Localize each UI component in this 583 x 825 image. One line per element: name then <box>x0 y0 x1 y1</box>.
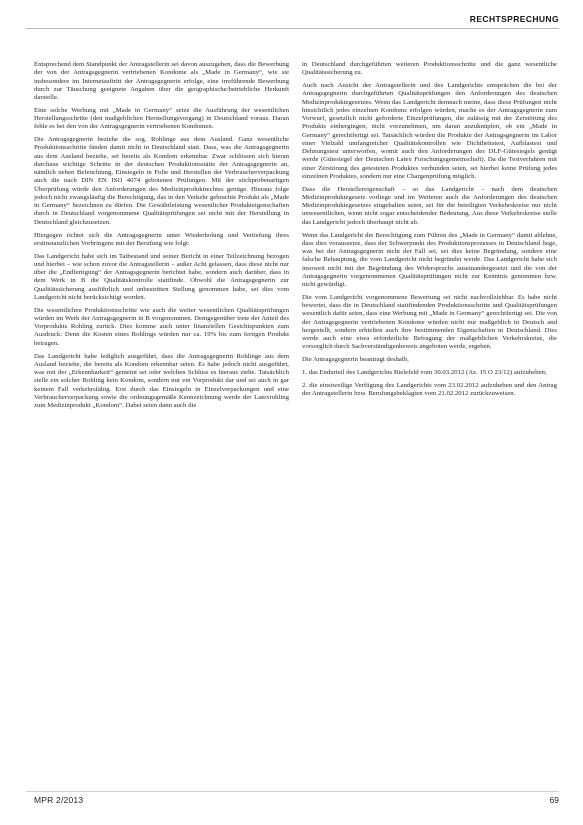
paragraph: Wenn das Landgericht die Berechtigung zum Führen des „Made in Germany“ damit ablehne, dass dies voraussetze, dass der Schwerpunkt des Produktionsprozesses in Deutschland liege, was bei der Antragsgegnerin nicht der Fall sei, sei dies keine Begründung, sondern eine falsche Behauptung, die vom Landgericht nicht begründet werde. Das Landgericht habe sich insoweit nicht mit der Begründung des Widerspruchs auseinandergesetzt und die von der Antragsgegnerin vorgenommenen Qualitätsprüfungen nicht zur Kenntnis genommen bzw. nicht gewürdigt. <box>302 231 557 289</box>
paragraph: Das Landgericht habe lediglich ausgeführt, dass die Antragsgegnerin Rohlinge aus dem Ausland beziehe, die bereits als Kondom erkennbar seien. Es habe jedoch nicht ausgeführt, was mit der „Erkennbarkeit“ gemeint sei oder welchen Schluss es hieraus ziehe. Tatsächlich stelle ein solcher Rohling kein Kondom, sondern nur ein Vorprodukt dar und sei auch in gar keinem Fall verkehrsfähig. Erst durch das Einsiegeln in Einzelverpackungen und eine Verbraucherverpackung sowie die ordnungsgemäße Kennzeichnung werde der Latexrohling zum Medizinprodukt „Kondom“. Dabei seien dann auch die <box>34 352 289 410</box>
page-number: 69 <box>549 795 559 805</box>
paragraph: Die wesentlichen Produktionsschritte wie auch die weiter wesentlichen Qualitätsprüfungen würden im Werk der Antragsgegnerin in B vorgenommen. Demgegenüber trete der Anteil des Vorprodukts Rohling zurück. Dies komme auch unter finanziellen Gesichtspunkten zum Ausdruck: Denn die Kosten eines Rohlings würden nur ca. 19% bis zum fertigen Produkt betragen. <box>34 306 289 347</box>
header-rule <box>26 28 559 29</box>
right-column <box>302 61 557 403</box>
paragraph: Die vom Landgericht vorgenommene Bewertung sei nicht nachvollziehbar. Es habe nicht bewertet, dass die in Deutschland stattfindenden Produktionsschritte und Qualitätsprüfungen wesentlich dafür seien, dass eine Werbung mit „Made in Germany“ gerechtfertigt sei. Die von der Antragsgegnerin vertriebenen Kondome würden nicht nur maßgeblich in Deutsch and hergestellt, sondern erhielten auch ihre bestimmenden Eigenschaften in Deutschland. Dies werde auch eine etwa erforderliche Befragung der maßgeblichen Verkehrskreise, die vorsorglich durch Sachverständigenbeweis angeboten werde, ergeben. <box>302 293 557 351</box>
paragraph: Dass die Herstellereigenschaft – so das Landgericht – nach dem deutschen Medizinproduktegesetz vorliege und im Weiteren auch die Anforderungen des deutschen Medizinproduktegesetzes eingehalten seien, sei für die beteiligten Verkehrskreise nur nicht unwesentlichen, wenn nicht sogar entscheidender Bedeutung. Aus diese Verkehrskreise stelle das Landgericht jedoch überhaupt nicht ab. <box>302 185 557 226</box>
paragraph: Die Antragsgegnerin beziehe die sog. Rohlinge aus dem Ausland. Ganz wesentliche Produktionsschritte fänden damit nicht in Deutschland statt. Dass, was die Antragsgegnerin aus dem Ausland beziehe, sei bereits als Kondom erkennbar. Zwar schlössen sich hieran durchaus wichtige Schritte in der deutschen Produktionsstätte der Antragsgegnerin an, nämlich neben Befeuchtung, Einsiegeln in Folie und Herstellen der Verbraucherverpackung auch die nach DIN EN ISO 4074 gebotenen Prüfungen. Mit der stichprobenartigen Überprüfung würde den Anforderungen des Medizinproduktrechtes genüge. Hieraus folge jedoch nicht zwangsläufig die Berechtigung, das in den Verkehr gebrachte Produkt als „Made in Germany“ bezeichnen zu dürfen. Die Gewährleistung wesentlicher Produkteigenschaften durch in Deutschland vorgenommene Qualitätsprüfungen sei nicht mit der Herstellung in Deutschland gleichzusetzen. <box>34 136 289 226</box>
paragraph: Das Landgericht habe sich im Tatbestand und seiner Bericht in einer Teilzeichnung bezogen und hierbei – wie schon zuvor die Antragstellerin – außer Acht gelassen, dass diese nicht nur über die „Endfertigung“ der Antragsgegnerin berichtet habe, sondern auch darüber, dass in dem Werk in B die Qualitätskontrolle stattfinde. Obwohl die Antragsgegnerin zur Qualitätssicherung ausführlich und unbestritten Stellung genommen habe, sei dies vom Landgericht nicht berücksichtigt worden. <box>34 252 289 301</box>
paragraph: Hiergegen richtet sich die Antragsgegnerin unter Wiederholung und Vertiefung ihres erstinstanzlichen Vorbringens mit der Berufung wie folgt: <box>34 231 289 247</box>
footer-rule <box>26 791 559 792</box>
list-item: 1. das Endurteil des Landgerichts Bielefeld vom 30.03.2012 (Az. 15 O 23/12) aufzuheben; <box>302 369 547 377</box>
journal-issue: MPR 2/2013 <box>34 795 84 805</box>
request-list <box>302 369 557 398</box>
paragraph: Die Antragsgegnerin beantragt deshalb, <box>302 356 409 364</box>
paragraph: Auch nach Ansicht der Antragstellerin und des Landgerichts entsprächen die bei der Antragsgegnerin durchgeführten Qualitätsprüfungen den Anforderungen des deutschen Medizinproduktegesetzes. Wenn das Landgericht demnach meine, dass diese Prüfungen nicht hinsichtlich jedes einzelnen Kondoms erfolgen würden, mache es der Antragsgegnerin zum Vorwurf, gesetzlich nicht geforderte Einzelprüfungen, die zulässig mit der Zerstörung des Produkts einhergingen, nicht vorzunehmen, um daran anzuknüpfen, ob ein „Made in Germany“ gerechtfertigt sei. Tatsächlich würden die Produkte der Antragsgegnerin im Labor einer Vielzahl umfangreicher Qualitätskontrollen wie Dichtheitstest, Aufblastest und Dehnungstest unterworfen, womit auch den Anforderungen des DLF-Gütesiegels genügt werde (Gütesiegel der Deutschen Latex Forschungsgemeinschaft). Da die Testverfahren mit einer Zerstörung des getesteten Produktes verbunden seien, sei hierbei keine Prüfung jedes einzelnen Produktes, sondern nur eine Chargenprüfung möglich. <box>302 82 557 180</box>
section-header: RECHTSPRECHUNG <box>469 14 559 24</box>
left-column <box>34 61 289 415</box>
paragraph: in Deutschland durchgeführten weiteren Produktionsschritte und die ganz wesentliche Qualitätssicherung zu. <box>302 61 557 77</box>
list-item: 2. die einstweilige Verfügung des Landgerichts vom 23.02.2012 aufzuheben und den Antrag der Antragstellerin bzw. Berufungsbeklagten vom 21.02.2012 zurückzuweisen. <box>302 381 557 398</box>
paragraph: Eine solche Werbung mit „Made in Germany“ setze die Ausführung der wesentlichen Herstellungsschritte (den maßgeblichen Herstellungsvorgang) in Deutschland voraus. Daran fehle es bei den von der Antragsgegnerin vertriebenen Kondomen. <box>34 106 289 131</box>
paragraph: Entsprechend dem Standpunkt der Antragstellerin sei davon auszugehen, dass die Bewerbung der von der Antragsgegnerin vertriebenen Kondome als „Made in Germany“, wie sie insbesondere im Internetauftritt der Antragsgegnerin erfolge, eine irreführende Bewerbung durch zur Täuschung geeignete Angaben über die geographische/betriebliche Herkunft darstelle. <box>34 61 289 101</box>
